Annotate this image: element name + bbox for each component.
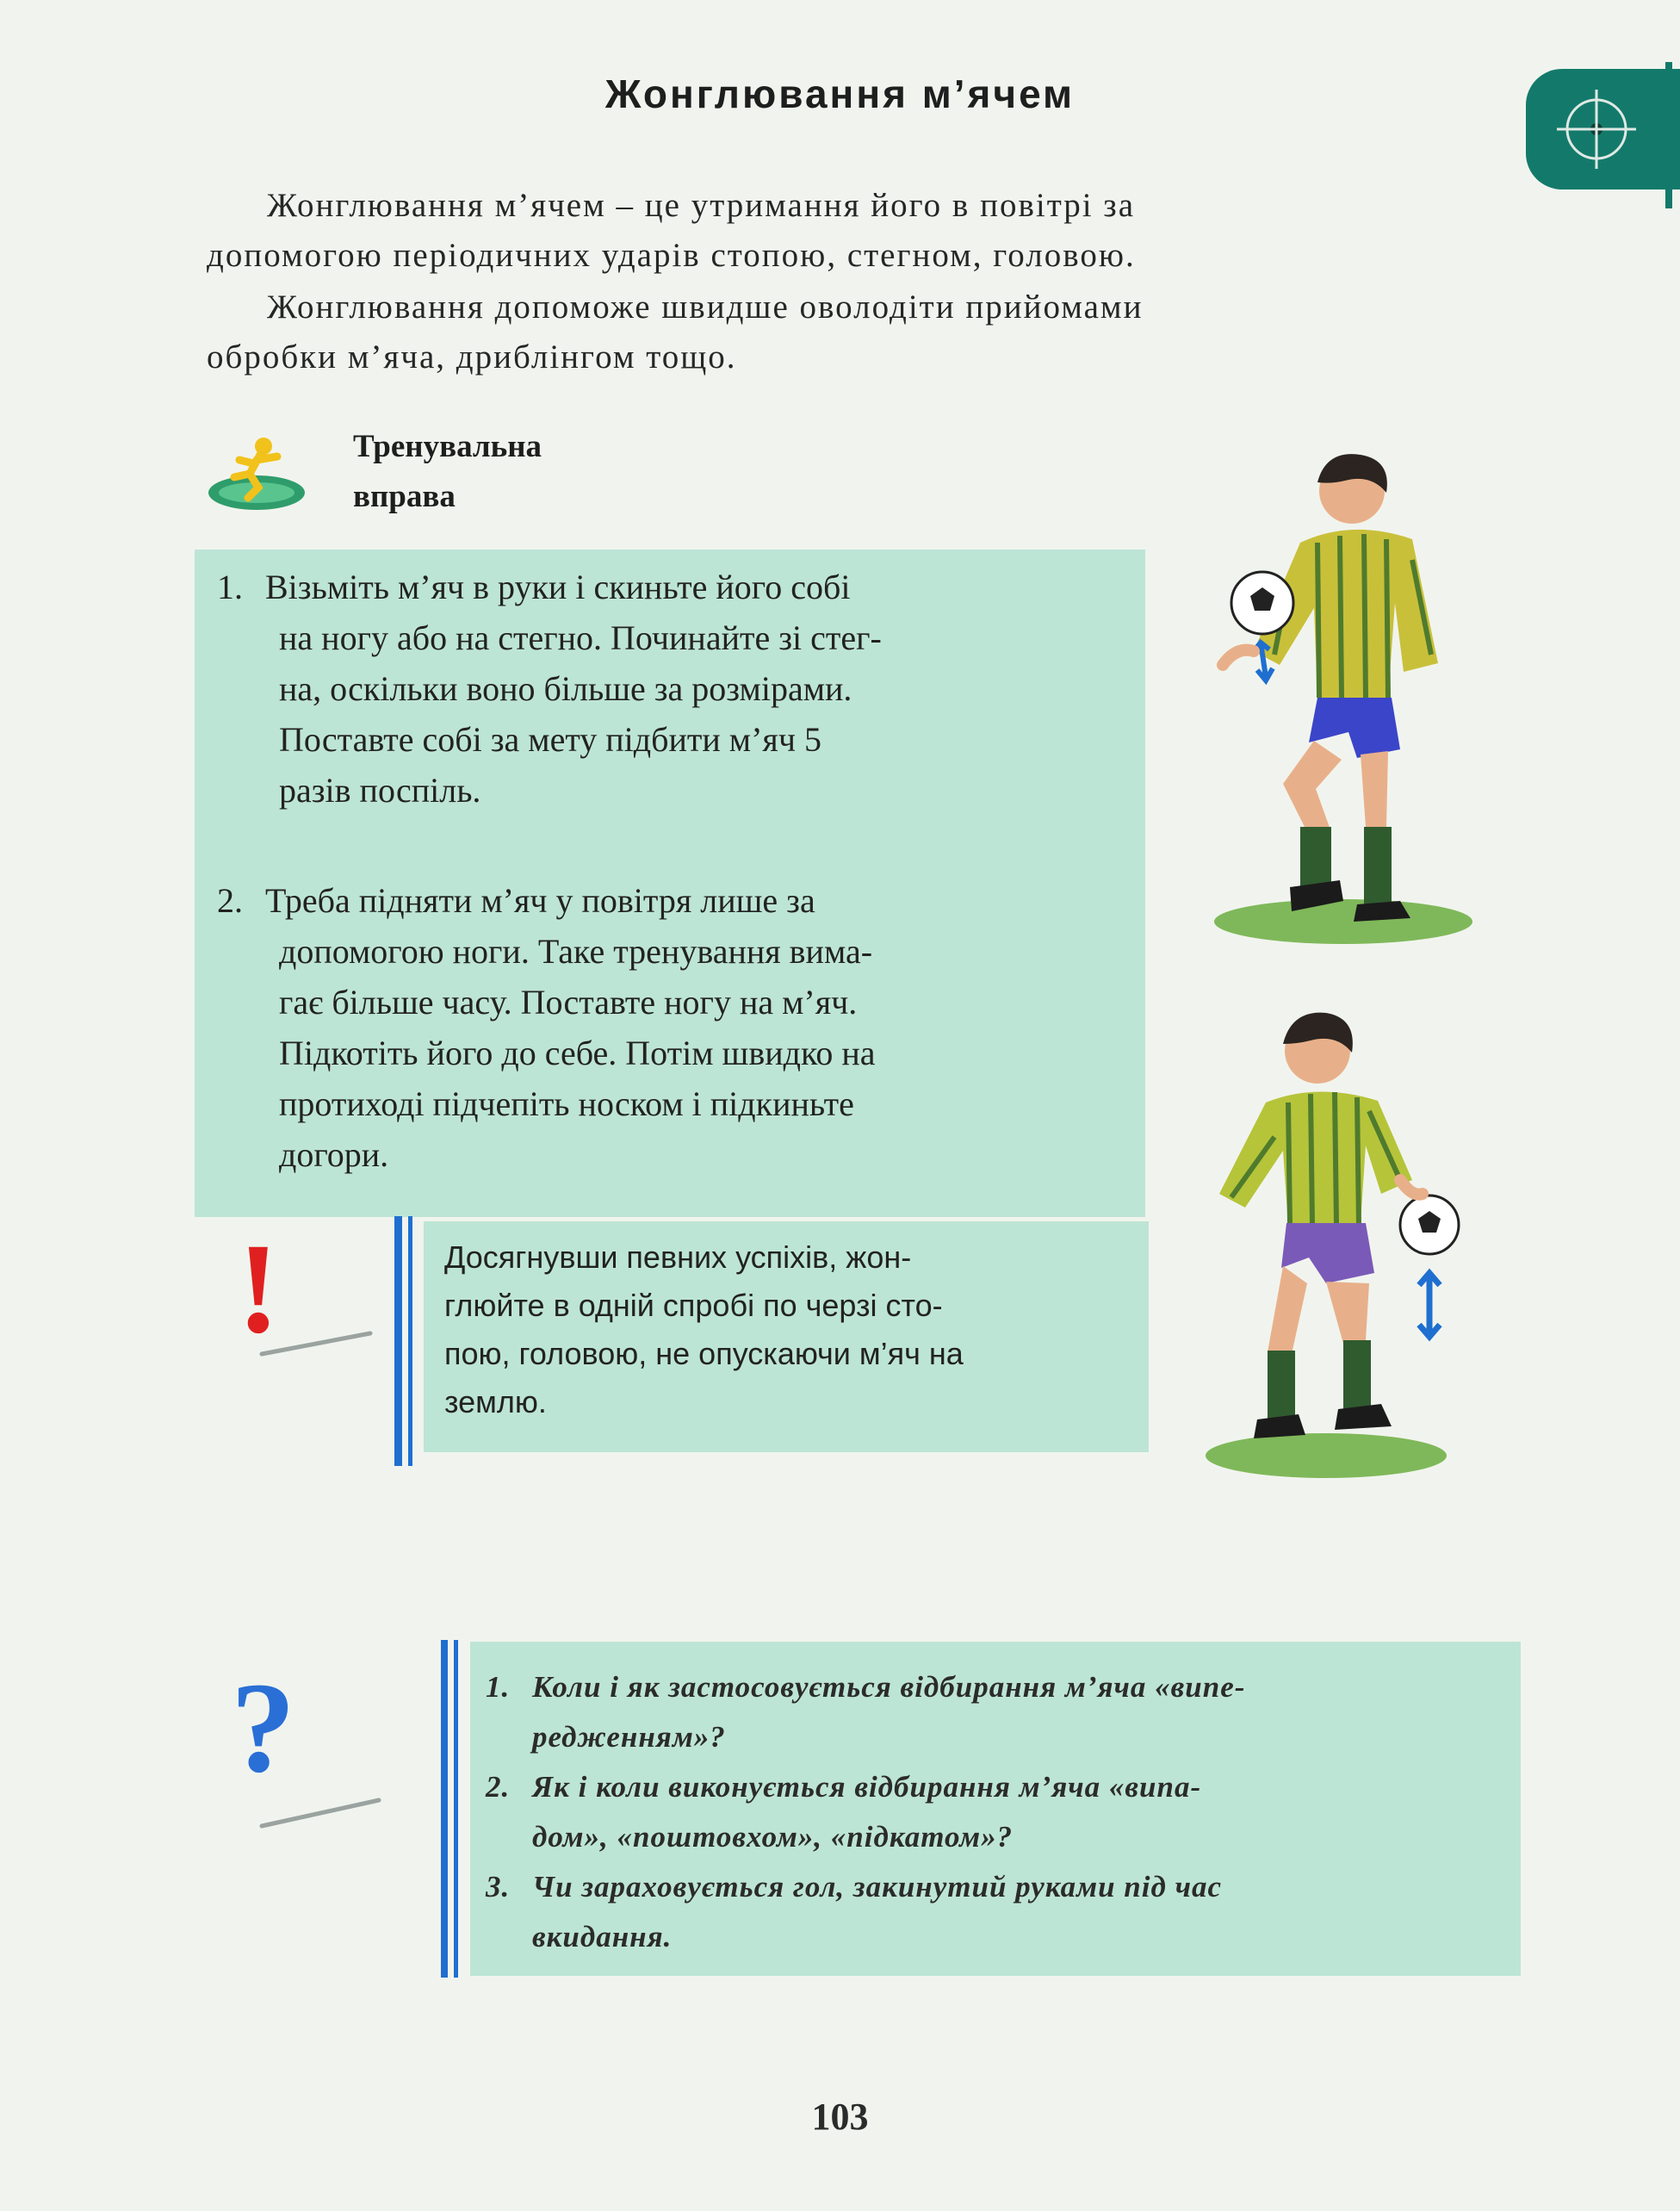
exercise-label	[353, 422, 542, 522]
question-line: вкидання.	[532, 1920, 673, 1953]
intro-line: Жонглювання допоможе швидше оволодіти прийомами	[267, 289, 1144, 326]
page-title: Жонглювання м’ячем	[604, 71, 1076, 116]
attention-note	[444, 1233, 1133, 1426]
exercise-line: протиході підчепіть носком і підкиньте	[279, 1084, 854, 1123]
note-line: пою, головою, не опускаючи м’яч на	[444, 1336, 964, 1371]
exercise-line: догори.	[279, 1135, 389, 1174]
question-line: редженням»?	[532, 1720, 726, 1754]
intro-line: допомогою періодичних ударів стопою, стегном, головою.	[207, 237, 1136, 274]
exercise-line: Поставте собі за мету підбити м’яч 5	[279, 720, 821, 759]
note-line: глюйте в одній спробі по черзі сто-	[444, 1288, 943, 1323]
exercise-line: разів поспіль.	[279, 771, 481, 810]
note-bar	[408, 1216, 412, 1466]
exclamation-shadow	[258, 1326, 379, 1361]
page-number: 103	[811, 2096, 869, 2138]
exercise-line: Треба підняти м’яч у повітря лише за	[265, 881, 815, 920]
question-number: 3.	[486, 1870, 511, 1904]
exercise-number: 2.	[217, 881, 243, 920]
exercise-item-1	[217, 562, 1130, 816]
exercise-line: допомогою ноги. Таке тренування вима-	[279, 932, 873, 971]
section-tab	[1526, 69, 1680, 189]
question-line: Чи зараховується гол, закинутий руками під час	[532, 1870, 1222, 1904]
question-line: Як і коли виконується відбирання м’яча «випа-	[532, 1770, 1202, 1804]
exercise-line: на, оскільки воно більше за розмірами.	[279, 669, 852, 708]
exercise-number: 1.	[217, 568, 243, 606]
question-item-2	[486, 1762, 1510, 1862]
exercise-label-line: Тренувальна	[353, 429, 542, 464]
exclamation-mark: !	[237, 1217, 280, 1360]
question-line: дом», «поштовхом», «підкатом»?	[532, 1820, 1014, 1854]
intro-paragraph-2	[207, 283, 1507, 382]
note-bar	[394, 1216, 402, 1466]
note-line: землю.	[444, 1384, 547, 1419]
exercise-line: Візьміть м’яч в руки і скиньте його собі	[265, 568, 851, 606]
question-line: Коли і як застосовується відбирання м’яча «випе-	[532, 1670, 1246, 1704]
question-item-3	[486, 1862, 1510, 1962]
crosshair-icon	[1526, 69, 1680, 189]
player-foot-illustration	[1197, 999, 1481, 1481]
questions-bar	[441, 1640, 448, 1978]
note-line: Досягнувши певних успіхів, жон-	[444, 1239, 912, 1275]
intro-line: обробки м’яча, дриблінгом тощо.	[207, 338, 737, 376]
exercise-line: гає більше часу. Поставте ногу на м’яч.	[279, 983, 858, 1022]
running-figure-icon	[205, 431, 308, 517]
question-number: 1.	[486, 1670, 511, 1704]
intro-paragraph-1	[207, 181, 1507, 281]
question-number: 2.	[486, 1770, 511, 1804]
exercise-label-line: вправа	[353, 479, 456, 514]
questions-bar	[454, 1640, 458, 1978]
question-shadow	[258, 1792, 387, 1835]
question-item-1	[486, 1662, 1510, 1762]
exercise-item-2	[217, 875, 1130, 1180]
player-thigh-illustration	[1188, 439, 1472, 947]
question-mark: ?	[231, 1656, 295, 1799]
intro-line: Жонглювання м’ячем – це утримання його в повітрі за	[267, 187, 1136, 224]
exercise-line: Підкотіть його до себе. Потім швидко на	[279, 1034, 876, 1072]
exercise-line: на ногу або на стегно. Починайте зі стег-	[279, 618, 882, 657]
